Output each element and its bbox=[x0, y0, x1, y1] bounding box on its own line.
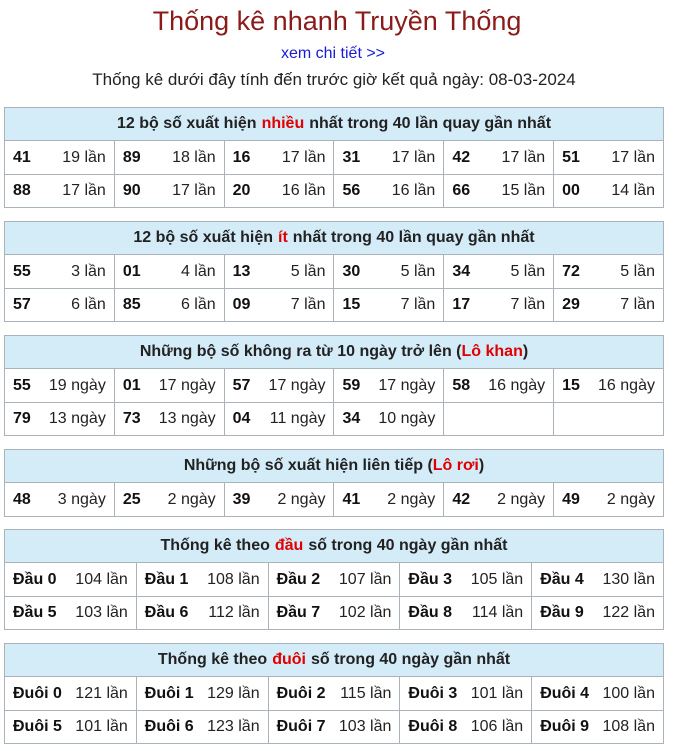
stat-count: 103 lần bbox=[338, 718, 392, 735]
stat-number: Đầu 6 bbox=[144, 604, 189, 621]
stat-number: 66 bbox=[452, 182, 471, 199]
stat-number: 57 bbox=[13, 296, 31, 313]
stat-cell bbox=[114, 255, 224, 288]
stat-cell bbox=[136, 677, 268, 710]
stat-number: Đầu 1 bbox=[144, 570, 189, 588]
stat-cell bbox=[268, 563, 400, 596]
stat-number: Đầu 4 bbox=[540, 570, 584, 588]
stat-number: 90 bbox=[122, 182, 141, 199]
stat-cell bbox=[553, 403, 663, 435]
stat-number: Đầu 8 bbox=[408, 604, 452, 621]
stat-count: 2 ngày bbox=[167, 490, 216, 508]
section-title-highlight: Lô khan bbox=[461, 343, 523, 360]
stat-cell bbox=[224, 255, 334, 288]
page-subtitle: Thống kê dưới đây tính đến trước giờ kết quả ngày: 08-03-2024 bbox=[92, 70, 576, 89]
tail-digit-table bbox=[4, 643, 664, 744]
stat-count: 2 ngày bbox=[606, 490, 655, 508]
stat-count: 16 lần bbox=[391, 182, 436, 199]
stat-cell bbox=[333, 369, 443, 402]
stat-cell bbox=[136, 597, 268, 629]
stat-count: 17 lần bbox=[281, 148, 326, 166]
section-title: Những bộ số không ra từ 10 ngày trở lên ( bbox=[139, 343, 462, 360]
stat-count: 13 ngày bbox=[158, 410, 216, 427]
stat-cell bbox=[5, 403, 114, 435]
stat-number: 49 bbox=[562, 490, 580, 508]
stat-cell bbox=[399, 563, 531, 596]
stat-number: 13 bbox=[232, 262, 251, 280]
stat-number: 41 bbox=[13, 148, 31, 166]
stat-count: 2 ngày bbox=[277, 490, 326, 508]
stat-number: Đầu 5 bbox=[13, 604, 57, 621]
stat-count: 3 lần bbox=[71, 262, 106, 280]
stat-cell bbox=[5, 563, 136, 596]
stat-number: Đuôi 4 bbox=[540, 684, 590, 702]
stat-number: 88 bbox=[13, 182, 31, 199]
stat-cell bbox=[5, 255, 114, 288]
stat-count: 17 ngày bbox=[158, 376, 216, 394]
stat-number: Đuôi 5 bbox=[13, 718, 62, 735]
stat-cell bbox=[553, 483, 663, 516]
table-row bbox=[5, 255, 663, 288]
stat-cell bbox=[553, 255, 663, 288]
stat-number: 29 bbox=[562, 296, 580, 313]
stat-cell bbox=[5, 597, 136, 629]
stat-count: 7 lần bbox=[510, 296, 546, 313]
stat-number: Đầu 2 bbox=[276, 570, 321, 588]
stat-count: 122 lần bbox=[602, 604, 655, 621]
stat-cell bbox=[5, 369, 114, 402]
stat-number: Đầu 0 bbox=[13, 570, 57, 588]
stat-count: 100 lần bbox=[602, 684, 655, 702]
lo-roi-table bbox=[4, 449, 664, 517]
section-title: Thống kê theo bbox=[160, 537, 270, 554]
stat-number: Đầu 3 bbox=[408, 570, 452, 588]
stat-number: 41 bbox=[342, 490, 361, 508]
stat-number: 57 bbox=[232, 376, 251, 394]
stat-count: 121 lần bbox=[75, 684, 128, 702]
stat-number: 01 bbox=[122, 262, 141, 280]
stat-count: 14 lần bbox=[611, 182, 655, 199]
stat-number: 39 bbox=[232, 490, 251, 508]
stat-number: 55 bbox=[13, 376, 31, 394]
stat-number: 15 bbox=[342, 296, 361, 313]
table-row bbox=[5, 483, 663, 516]
table-row bbox=[5, 710, 663, 743]
table-row bbox=[5, 563, 663, 596]
section-title: Những bộ số xuất hiện liên tiếp ( bbox=[183, 457, 433, 474]
section-title-rest: số trong 40 ngày gần nhất bbox=[308, 537, 508, 554]
stat-cell bbox=[531, 563, 663, 596]
section-title-rest: số trong 40 ngày gần nhất bbox=[310, 651, 511, 668]
stat-count: 17 lần bbox=[501, 148, 546, 166]
stat-count: 101 lần bbox=[470, 684, 524, 702]
stat-cell bbox=[531, 711, 663, 743]
stat-count: 19 ngày bbox=[48, 376, 106, 394]
stat-cell bbox=[5, 141, 114, 174]
stat-number: 31 bbox=[342, 148, 361, 166]
stat-count: 5 lần bbox=[400, 262, 436, 280]
stat-count: 104 lần bbox=[75, 570, 128, 588]
stat-cell bbox=[553, 141, 663, 174]
stat-count: 112 lần bbox=[208, 604, 260, 621]
stat-cell bbox=[5, 711, 136, 743]
stat-count: 17 lần bbox=[62, 182, 106, 199]
stat-number: 85 bbox=[122, 296, 141, 313]
stat-count: 16 lần bbox=[281, 182, 326, 199]
stat-number: 58 bbox=[452, 376, 471, 394]
stat-count: 115 lần bbox=[340, 684, 392, 702]
stat-cell bbox=[114, 483, 224, 516]
stat-count: 13 ngày bbox=[48, 410, 106, 427]
stat-count: 130 lần bbox=[602, 570, 655, 588]
stat-number: 34 bbox=[452, 262, 471, 280]
stat-count: 16 ngày bbox=[598, 376, 655, 394]
section-title: 12 bộ số xuất hiện bbox=[133, 229, 273, 246]
stat-count: 114 lần bbox=[471, 604, 524, 621]
stat-number: 72 bbox=[562, 262, 580, 280]
stat-count: 2 ngày bbox=[387, 490, 436, 508]
stat-cell bbox=[224, 369, 334, 402]
stat-count: 18 lần bbox=[172, 148, 216, 166]
stat-count: 19 lần bbox=[62, 148, 106, 166]
stat-count: 11 ngày bbox=[269, 410, 326, 427]
stat-number: 15 bbox=[562, 376, 580, 394]
section-title: Thống kê theo bbox=[157, 651, 268, 668]
table-row bbox=[5, 174, 663, 207]
section-header bbox=[5, 222, 663, 255]
stat-cell bbox=[443, 369, 553, 402]
stat-number: 25 bbox=[122, 490, 141, 508]
stat-number: Đuôi 3 bbox=[408, 684, 458, 702]
stat-cell bbox=[268, 677, 400, 710]
stat-number: 09 bbox=[232, 296, 251, 313]
stat-cell bbox=[5, 175, 114, 207]
stat-cell bbox=[224, 289, 334, 321]
stat-count: 105 lần bbox=[470, 570, 524, 588]
stat-number: 73 bbox=[122, 410, 141, 427]
stat-count: 6 lần bbox=[71, 296, 106, 313]
stat-cell bbox=[443, 483, 553, 516]
stat-cell bbox=[553, 369, 663, 402]
stat-cell bbox=[333, 289, 443, 321]
stat-count: 7 lần bbox=[620, 296, 655, 313]
stat-count: 17 lần bbox=[391, 148, 436, 166]
stat-number: Đuôi 9 bbox=[540, 718, 590, 735]
section-title-rest: nhất trong 40 lần quay gần nhất bbox=[292, 229, 535, 246]
section-title-highlight: đầu bbox=[274, 537, 304, 554]
stat-number: Đầu 9 bbox=[540, 604, 584, 621]
stat-cell bbox=[114, 141, 224, 174]
stat-cell bbox=[333, 483, 443, 516]
stat-cell bbox=[443, 141, 553, 174]
stat-cell bbox=[399, 597, 531, 629]
stat-count: 129 lần bbox=[207, 684, 260, 702]
stat-number: Đuôi 0 bbox=[13, 684, 62, 702]
page-title: Thống kê nhanh Truyền Thống bbox=[152, 6, 522, 36]
section-title-rest: nhất trong 40 lần quay gần nhất bbox=[309, 115, 552, 132]
stat-count: 17 ngày bbox=[268, 376, 326, 394]
stat-cell bbox=[333, 255, 443, 288]
stat-number: Đuôi 1 bbox=[144, 684, 194, 702]
stat-count: 101 lần bbox=[75, 718, 128, 735]
stat-count: 6 lần bbox=[180, 296, 216, 313]
section-title-highlight: Lô rơi bbox=[432, 457, 479, 474]
stat-count: 5 lần bbox=[620, 262, 655, 280]
stat-count: 106 lần bbox=[470, 718, 524, 735]
stat-cell bbox=[224, 403, 334, 435]
stat-number: 00 bbox=[562, 182, 580, 199]
stat-number: Đuôi 8 bbox=[408, 718, 458, 735]
head-digit-table bbox=[4, 529, 664, 630]
section-title-highlight: nhiều bbox=[261, 115, 305, 132]
section-header bbox=[5, 450, 663, 483]
stat-cell bbox=[136, 563, 268, 596]
table-row bbox=[5, 596, 663, 629]
stat-cell bbox=[5, 677, 136, 710]
stat-number: 42 bbox=[452, 490, 471, 508]
stat-cell bbox=[553, 289, 663, 321]
stat-count: 7 lần bbox=[290, 296, 326, 313]
stat-count: 108 lần bbox=[207, 570, 260, 588]
stat-count: 107 lần bbox=[338, 570, 392, 588]
stat-cell bbox=[531, 677, 663, 710]
stat-cell bbox=[114, 175, 224, 207]
least-frequent-table bbox=[4, 221, 664, 322]
stat-number: Đuôi 6 bbox=[144, 718, 194, 735]
stat-number: 20 bbox=[232, 182, 251, 199]
most-frequent-table bbox=[4, 107, 664, 208]
stat-cell bbox=[224, 141, 334, 174]
table-row bbox=[5, 402, 663, 435]
stat-number: 30 bbox=[342, 262, 361, 280]
section-title-highlight: ít bbox=[278, 229, 288, 246]
section-title: 12 bộ số xuất hiện bbox=[116, 115, 257, 132]
stat-cell bbox=[114, 403, 224, 435]
stat-cell bbox=[224, 175, 334, 207]
stat-count: 7 lần bbox=[400, 296, 436, 313]
stat-cell bbox=[333, 403, 443, 435]
stat-cell bbox=[333, 141, 443, 174]
stat-cell bbox=[399, 711, 531, 743]
stat-number: 04 bbox=[232, 410, 251, 427]
stat-number: 56 bbox=[342, 182, 361, 199]
stat-cell bbox=[443, 175, 553, 207]
stat-cell bbox=[5, 289, 114, 321]
stat-cell bbox=[224, 483, 334, 516]
stat-count: 123 lần bbox=[207, 718, 260, 735]
stat-cell bbox=[5, 483, 114, 516]
stat-count: 17 lần bbox=[172, 182, 216, 199]
stat-cell bbox=[268, 597, 400, 629]
table-row bbox=[5, 369, 663, 402]
stat-count: 15 lần bbox=[501, 182, 546, 199]
stat-cell bbox=[443, 403, 553, 435]
stat-cell bbox=[268, 711, 400, 743]
section-header bbox=[5, 530, 663, 563]
stat-cell bbox=[443, 255, 553, 288]
stat-number: 89 bbox=[122, 148, 141, 166]
stat-number: 17 bbox=[452, 296, 471, 313]
stat-cell bbox=[114, 369, 224, 402]
stat-cell bbox=[136, 711, 268, 743]
stat-number: 55 bbox=[13, 262, 31, 280]
details-link[interactable]: xem chi tiết >> bbox=[280, 45, 386, 62]
stat-number: 01 bbox=[122, 376, 141, 394]
stat-count: 103 lần bbox=[75, 604, 128, 621]
table-row bbox=[5, 141, 663, 174]
table-row bbox=[5, 288, 663, 321]
stat-number: 51 bbox=[562, 148, 580, 166]
stat-number: Đầu 7 bbox=[276, 604, 321, 621]
stat-count: 5 lần bbox=[510, 262, 546, 280]
stat-count: 2 ngày bbox=[497, 490, 546, 508]
stat-cell bbox=[531, 597, 663, 629]
stat-number: 42 bbox=[452, 148, 471, 166]
stat-count: 5 lần bbox=[290, 262, 326, 280]
lo-khan-table bbox=[4, 335, 664, 436]
stat-count: 3 ngày bbox=[57, 490, 106, 508]
stat-number: 59 bbox=[342, 376, 361, 394]
stat-number: Đuôi 2 bbox=[276, 684, 326, 702]
section-title-rest: ) bbox=[478, 457, 485, 474]
stat-number: 16 bbox=[232, 148, 251, 166]
stat-cell bbox=[399, 677, 531, 710]
section-header bbox=[5, 336, 663, 369]
stat-cell bbox=[553, 175, 663, 207]
stat-count: 17 ngày bbox=[378, 376, 436, 394]
stat-count: 16 ngày bbox=[488, 376, 546, 394]
stat-count: 108 lần bbox=[602, 718, 655, 735]
stat-number: Đuôi 7 bbox=[276, 718, 326, 735]
stat-cell bbox=[114, 289, 224, 321]
stat-count: 4 lần bbox=[180, 262, 216, 280]
table-row bbox=[5, 677, 663, 710]
stat-number: 34 bbox=[342, 410, 361, 427]
stat-cell bbox=[443, 289, 553, 321]
stat-cell bbox=[333, 175, 443, 207]
section-title-highlight: đuôi bbox=[272, 651, 306, 668]
section-header bbox=[5, 644, 663, 677]
stat-count: 10 ngày bbox=[378, 410, 436, 427]
section-title-rest: ) bbox=[522, 343, 529, 360]
stat-number: 79 bbox=[13, 410, 31, 427]
stat-count: 102 lần bbox=[338, 604, 392, 621]
section-header bbox=[5, 108, 663, 141]
stat-number: 48 bbox=[13, 490, 31, 508]
stat-count: 17 lần bbox=[611, 148, 655, 166]
